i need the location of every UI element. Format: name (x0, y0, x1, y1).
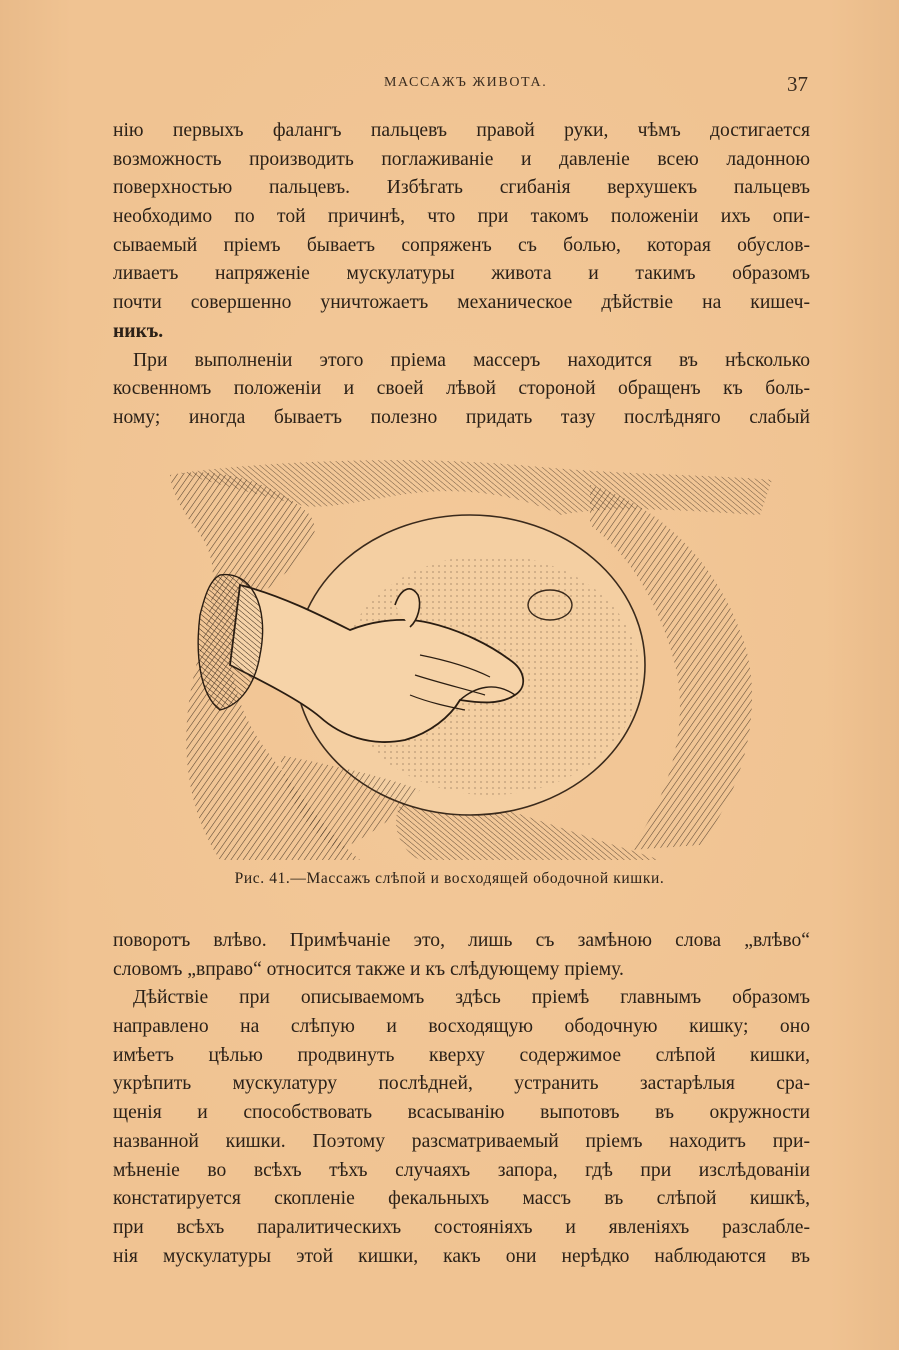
text-line: необходимо по той причинѣ, что при такомъ положеніи ихъ опи- (113, 206, 810, 228)
text-line: почти совершенно уничтожаетъ механическое дѣйствіе на кишеч- (113, 292, 810, 314)
text-line: при всѣхъ паралитическихъ состояніяхъ и явленіяхъ разслабле- (113, 1216, 810, 1238)
figure-caption: Рис. 41.—Массажъ слѣпой и восходящей ободочной кишки. (234, 870, 665, 887)
text-line: ному; иногда бываетъ полезно придать тазу послѣдняго слабый (113, 406, 810, 428)
text-line: названной кишки. Поэтому разсматриваемый пріемъ находитъ при- (113, 1130, 810, 1152)
text-line: щенія и способствовать всасыванію выпотовъ въ окружности (113, 1102, 810, 1124)
text-line: Дѣйствіе при описываемомъ здѣсь пріемѣ главнымъ образомъ (133, 987, 810, 1009)
text-line: косвенномъ положеніи и своей лѣвой стороной обращенъ къ боль- (113, 378, 810, 400)
text-line: ливаетъ напряженіе мускулатуры живота и такимъ образомъ (113, 263, 810, 285)
text-block-bottom (113, 927, 810, 1271)
text-line: нію первыхъ фалангъ пальцевъ правой руки, чѣмъ достигается (113, 120, 810, 141)
text-line: возможность производить поглаживаніе и давленіе всею ладонною (113, 148, 810, 170)
text-line: направлено на слѣпую и восходящую ободочную кишку; оно (113, 1016, 810, 1038)
text-block-top (113, 117, 810, 433)
running-title: МАССАЖЪ ЖИВОТА. (384, 75, 548, 90)
page-number: 37 (787, 72, 808, 96)
text-line: укрѣпить мускулатуру послѣдней, устранить застарѣлыя сра- (113, 1073, 810, 1095)
text-line: никъ. (113, 320, 164, 342)
text-line: сываемый пріемъ бываетъ сопряженъ съ болью, которая обуслов- (113, 234, 810, 256)
engraving-abdomen-massage (160, 455, 780, 865)
text-line: имѣетъ цѣлью продвинуть кверху содержимое слѣпой кишки, (113, 1044, 810, 1066)
figure-illustration (160, 455, 780, 865)
text-line: поверхностью пальцевъ. Избѣгать сгибанія верхушекъ пальцевъ (113, 177, 810, 199)
text-line: словомъ „вправо“ относится также и къ слѣдующему пріему. (113, 958, 624, 980)
text-line: нія мускулатуры этой кишки, какъ они нерѣдко наблюдаются въ (113, 1245, 810, 1267)
text-line: При выполненіи этого пріема массеръ находится въ нѣсколько (133, 349, 810, 371)
running-header (0, 72, 899, 96)
text-line: поворотъ влѣво. Примѣчаніе это, лишь съ замѣною слова „влѣво“ (113, 930, 810, 951)
text-line: констатируется скопленіе фекальныхъ массъ въ слѣпой кишкѣ, (113, 1188, 810, 1210)
text-line: мѣненіе во всѣхъ тѣхъ случаяхъ запора, гдѣ при изслѣдованіи (113, 1159, 810, 1181)
